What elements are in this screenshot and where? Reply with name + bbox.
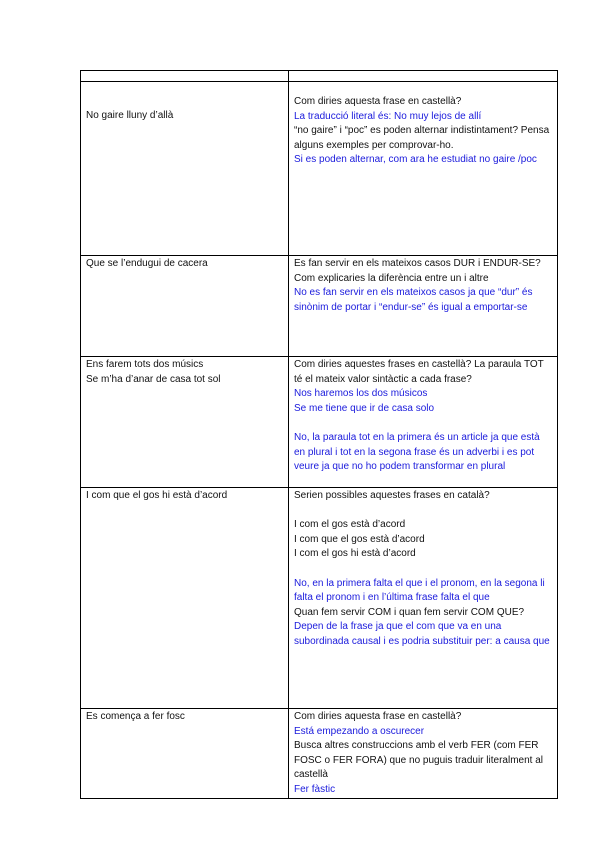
table-row xyxy=(81,256,558,357)
student-answer-text: Nos haremos los dos músicos xyxy=(294,388,428,400)
answer-cell xyxy=(289,488,558,709)
question-text: Quan fem servir COM i quan fem servir COM QUE? xyxy=(294,606,525,618)
header-cell-left xyxy=(81,71,289,82)
question-text: Com diries aquesta frase en castellà? xyxy=(294,711,462,722)
table-header-row xyxy=(81,71,558,82)
phrase-cell xyxy=(81,357,289,488)
phrase-cell xyxy=(81,488,289,709)
student-answer-text: La traducció literal és: No muy lejos de allí xyxy=(294,110,482,122)
phrase-cell xyxy=(81,256,289,357)
blank-line xyxy=(294,416,552,431)
student-answer-text: No es fan servir en els mateixos casos ja que “dur” és sinònim de portar i “endur-se” és igual a emportar-se xyxy=(294,287,536,313)
student-answer-text: Está empezando a oscurecer xyxy=(294,725,425,737)
phrase-text: Es comença a fer fosc xyxy=(86,711,185,722)
table-row xyxy=(81,357,558,488)
question-text: I com que el gos està d’acord xyxy=(294,533,425,545)
exercise-table xyxy=(80,70,558,799)
question-text: I com el gos hi està d’acord xyxy=(294,548,416,560)
phrase-text: Ens farem tots dos músics xyxy=(86,359,204,370)
answer-cell xyxy=(289,357,558,488)
student-answer-text: No, la paraula tot en la primera és un article ja que està en plural i tot en la segona frase és un adverbi i es pot veure ja que no ho podem transformar en plural xyxy=(294,431,543,473)
phrase-cell xyxy=(81,709,289,799)
question-text: Serien possibles aquestes frases en català? xyxy=(294,490,490,501)
answer-cell xyxy=(289,709,558,799)
student-answer-text: Se me tiene que ir de casa solo xyxy=(294,402,435,414)
blank-line xyxy=(294,504,552,519)
question-text: Com diries aquesta frase en castellà? xyxy=(294,96,462,107)
student-answer-text: Fer fàstic xyxy=(294,783,336,795)
answer-cell xyxy=(289,82,558,256)
blank-line xyxy=(294,562,552,577)
student-answer-text: Depen de la frase ja que el com que va en una subordinada causal i es podria substituir per: a causa que xyxy=(294,621,550,647)
table-row xyxy=(81,488,558,709)
student-answer-text: Si es poden alternar, com ara he estudiat no gaire /poc xyxy=(294,154,537,166)
header-cell-right xyxy=(289,71,558,82)
answer-cell xyxy=(289,256,558,357)
phrase-text: Se m’ha d’anar de casa tot sol xyxy=(86,373,221,385)
phrase-text: No gaire lluny d’allà xyxy=(86,110,174,121)
question-text: “no gaire” i “poc” es poden alternar indistintament? Pensa alguns exemples per comprovar-ho. xyxy=(294,125,552,151)
question-text: Es fan servir en els mateixos casos DUR i ENDUR-SE? Com explicaries la diferència entre un i altre xyxy=(294,258,544,284)
question-text: I com el gos està d’acord xyxy=(294,519,406,531)
phrase-cell xyxy=(81,82,289,256)
table-row xyxy=(81,82,558,256)
phrase-text: Que se l’endugui de cacera xyxy=(86,258,208,269)
student-answer-text: No, en la primera falta el que i el pronom, en la segona li falta el pronom i en l’última frase falta el que xyxy=(294,577,548,604)
question-text: Busca altres construccions amb el verb FER (com FER FOSC o FER FORA) que no puguis traduir literalment al castellà xyxy=(294,740,546,781)
table-row xyxy=(81,709,558,799)
question-text: Com diries aquestes frases en castellà? La paraula TOT té el mateix valor sintàctic a cada frase? xyxy=(294,359,547,385)
phrase-text: I com que el gos hi està d’acord xyxy=(86,490,228,501)
